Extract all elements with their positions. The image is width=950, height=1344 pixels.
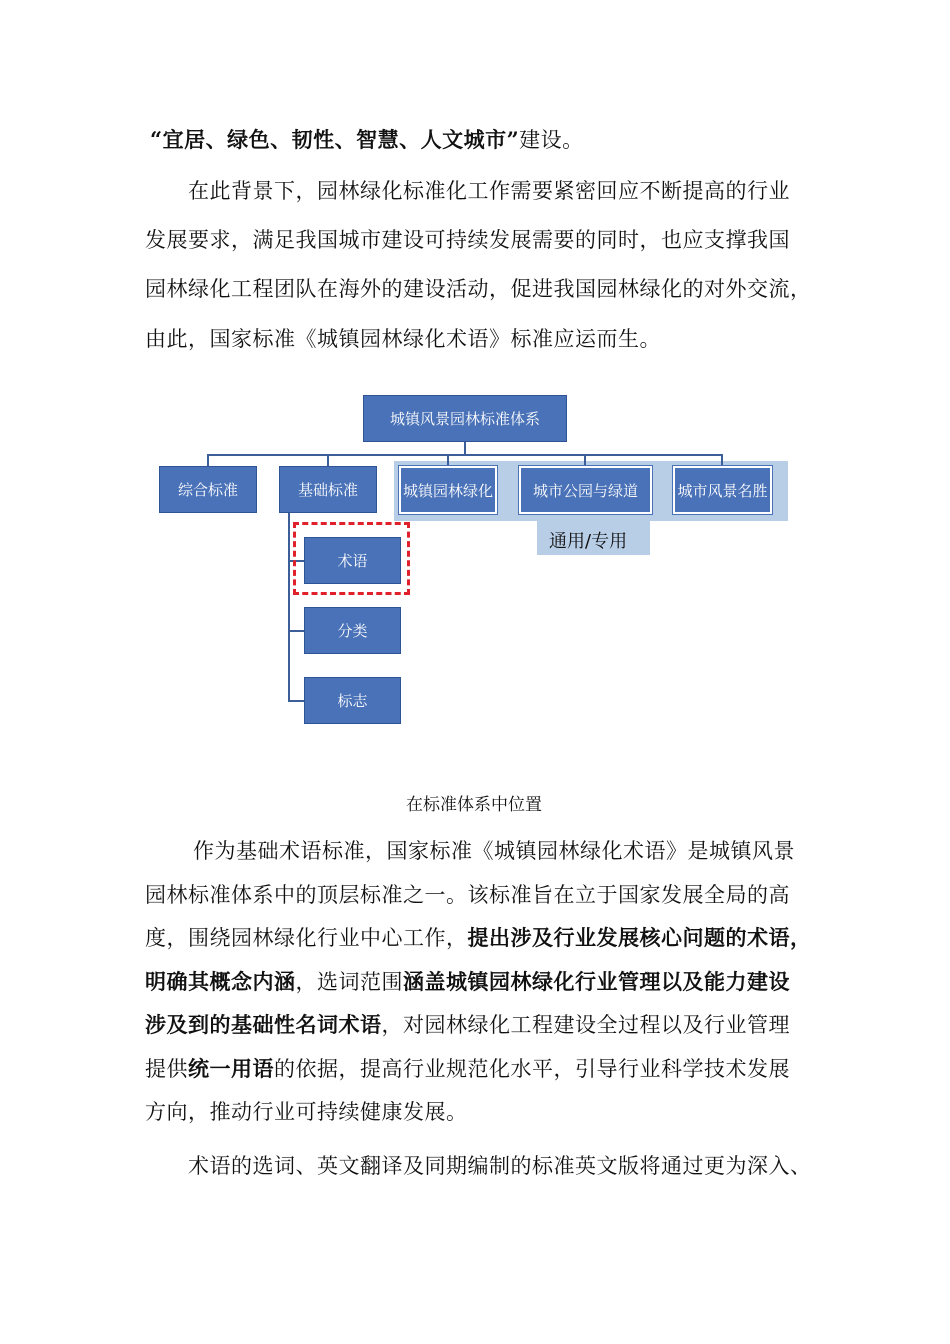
- para1-line: [150, 125, 584, 155]
- para3-line-4b: ，选词范围: [295, 970, 403, 994]
- connector-horizontal: [207, 454, 723, 456]
- diagram-caption: 在标准体系中位置: [406, 795, 542, 815]
- para3-line-5b: ，对园林绿化工程建设全过程以及行业管理: [381, 1013, 790, 1037]
- connector-children-vertical: [288, 513, 290, 701]
- box-classification: 分类: [304, 607, 401, 654]
- box-urban-greening: 城镇园林绿化: [399, 466, 497, 514]
- para4-line-1: 术语的选词、英文翻译及同期编制的标准英文版将通过更为深入、: [188, 1154, 812, 1178]
- terminology-highlight-dashed: [293, 522, 410, 595]
- para3-line-6b: 统一用语: [188, 1056, 274, 1081]
- connector-child-2: [288, 630, 304, 632]
- para3-line-1: 作为基础术语标准，国家标准《城镇园林绿化术语》是城镇风景: [193, 839, 795, 863]
- para2-line-1: 在此背景下，园林绿化标准化工作需要紧密回应不断提高的行业: [188, 179, 790, 203]
- para1-bold-quote: “宜居、绿色、韧性、智慧、人文城市”: [150, 127, 520, 152]
- root-box: 城镇风景园林标准体系: [363, 395, 567, 442]
- para2-line-3: 园林绿化工程团队在海外的建设活动，促进我国园林绿化的对外交流，: [145, 277, 812, 301]
- connector-child-3: [288, 700, 304, 702]
- para3-line-7: 方向，推动行业可持续健康发展。: [145, 1100, 468, 1124]
- para2-line-4: 由此，国家标准《城镇园林绿化术语》标准应运而生。: [145, 327, 661, 351]
- para2-line-2: 发展要求，满足我国城市建设可持续发展需要的同时，也应支撑我国: [145, 228, 790, 252]
- box-parks-greenways: 城市公园与绿道: [519, 466, 652, 514]
- para3-line-6a: 提供: [145, 1057, 188, 1081]
- connector-root-down: [464, 441, 466, 455]
- para3-line-5a: 涉及到的基础性名词术语: [145, 1012, 382, 1037]
- box-basic-standard: 基础标准: [279, 466, 377, 513]
- para3-line-3: [145, 923, 812, 953]
- box-scenic-areas: 城市风景名胜: [673, 466, 772, 514]
- para3-line-4: [145, 967, 790, 997]
- box-general-standard: 综合标准: [159, 466, 257, 513]
- para3-line-3b: 提出涉及行业发展核心问题的术语，: [467, 925, 812, 950]
- para3-line-5: [145, 1010, 790, 1040]
- para3-line-4c: 涵盖城镇园林绿化行业管理以及能力建设: [403, 969, 790, 994]
- para3-line-6c: 的依据，提高行业规范化水平，引导行业科学技术发展: [274, 1057, 790, 1081]
- para3-line-4a: 明确其概念内涵: [145, 969, 296, 994]
- para3-line-2: 园林标准体系中的顶层标准之一。该标准旨在立于国家发展全局的高: [145, 883, 790, 907]
- para1-tail: 建设。: [519, 128, 584, 152]
- para3-line-6: [145, 1054, 790, 1084]
- para3-line-3a: 度，围绕园林绿化行业中心工作，: [145, 926, 468, 950]
- box-terminology: 术语: [304, 537, 401, 584]
- band-label: 通用/专用: [549, 531, 628, 552]
- box-signs: 标志: [304, 677, 401, 724]
